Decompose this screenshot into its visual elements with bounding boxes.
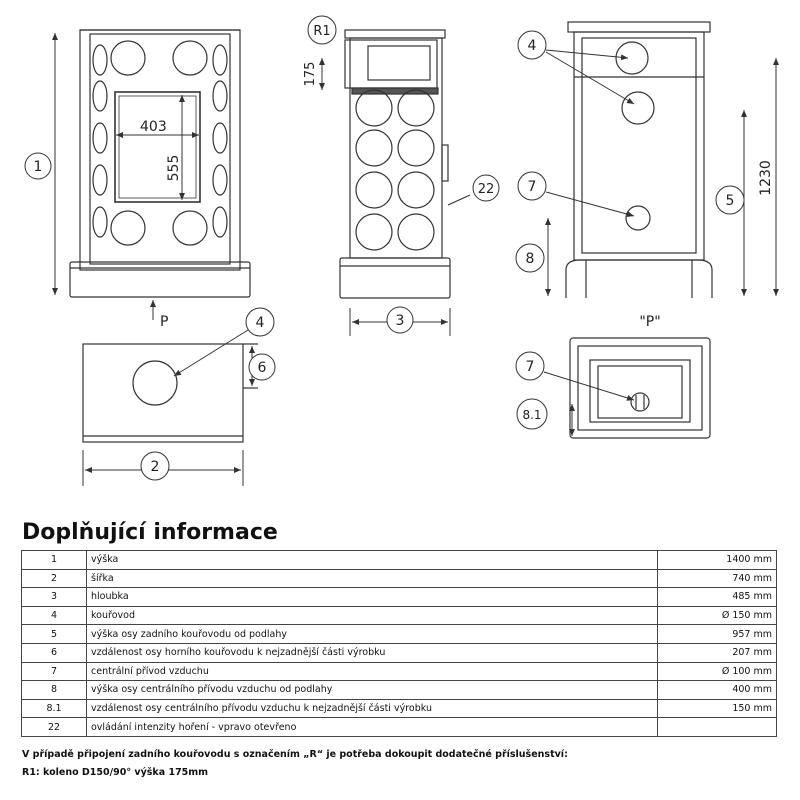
top-view: [83, 344, 258, 442]
row-description: výška osy zadního kouřovodu od podlahy: [87, 625, 658, 644]
table-row: [22, 662, 777, 681]
row-value: 207 mm: [658, 643, 777, 662]
row-value: Ø 150 mm: [658, 606, 777, 625]
label-8-1: 8.1: [522, 408, 542, 422]
row-description: výška osy centrálního přívodu vzduchu od podlahy: [87, 681, 658, 700]
label-5: 5: [725, 193, 735, 209]
row-description: centrální přívod vzduchu: [87, 662, 658, 681]
row-value: 957 mm: [658, 625, 777, 644]
row-value: Ø 100 mm: [658, 662, 777, 681]
front-view: [70, 30, 250, 297]
dim-175: 175: [303, 61, 318, 87]
row-description: šířka: [87, 569, 658, 588]
label-r1: R1: [313, 24, 331, 39]
row-value: 740 mm: [658, 569, 777, 588]
tile-circle: [398, 172, 434, 208]
note-r1: R1: koleno D150/90° výška 175mm: [22, 767, 209, 778]
table-row: [22, 625, 777, 644]
bottom-view: [570, 338, 710, 438]
label-2: 2: [150, 459, 160, 475]
dim-403: 403: [140, 119, 167, 135]
tile-circle: [398, 90, 434, 126]
table-row: [22, 643, 777, 662]
table-row: [22, 681, 777, 700]
tile-circle: [356, 172, 392, 208]
table-row: [22, 718, 777, 737]
section-title: Doplňující informace: [22, 520, 278, 545]
row-value: 485 mm: [658, 588, 777, 607]
row-number: 7: [22, 662, 87, 681]
row-number: 5: [22, 625, 87, 644]
tile-circle: [398, 130, 434, 166]
row-number: 6: [22, 643, 87, 662]
row-description: ovládání intenzity hoření - vpravo otevřeno: [87, 718, 658, 737]
row-value: 400 mm: [658, 681, 777, 700]
row-value: 150 mm: [658, 699, 777, 718]
row-number: 1: [22, 551, 87, 570]
arrow-p-label: P: [160, 314, 169, 330]
table-row: [22, 588, 777, 607]
row-description: hloubka: [87, 588, 658, 607]
note-accessory: V případě připojení zadního kouřovodu s označením „R“ je potřeba dokoupit dodatečné příslušenství:: [22, 749, 568, 760]
table-row: [22, 569, 777, 588]
spec-table: [21, 550, 777, 737]
table-row: [22, 606, 777, 625]
tile-circle: [398, 214, 434, 250]
rear-view: [566, 22, 712, 298]
dim-1230: 1230: [758, 160, 774, 196]
row-number: 8.1: [22, 699, 87, 718]
row-number: 3: [22, 588, 87, 607]
side-view: [340, 30, 470, 298]
tile-circle: [356, 90, 392, 126]
dim-555: 555: [166, 154, 182, 182]
row-number: 8: [22, 681, 87, 700]
row-value: [658, 718, 777, 737]
label-7-rear: 7: [527, 179, 537, 195]
row-description: výška: [87, 551, 658, 570]
label-7-bottom: 7: [525, 359, 535, 375]
label-4-top: 4: [255, 315, 265, 331]
table-row: [22, 551, 777, 570]
row-description: vzdálenost osy horního kouřovodu k nejzadnější části výrobku: [87, 643, 658, 662]
row-description: kouřovod: [87, 606, 658, 625]
label-6: 6: [257, 360, 267, 376]
label-8: 8: [525, 251, 535, 267]
row-description: vzdálenost osy centrálního přívodu vzduchu k nejzadnější části výrobku: [87, 699, 658, 718]
view-p-label: "P": [639, 314, 661, 330]
row-value: 1400 mm: [658, 551, 777, 570]
label-22: 22: [477, 182, 495, 197]
label-4-rear: 4: [527, 38, 537, 54]
row-number: 2: [22, 569, 87, 588]
label-1: 1: [33, 159, 43, 175]
table-row: [22, 699, 777, 718]
tile-circle: [356, 214, 392, 250]
label-3: 3: [395, 313, 405, 329]
row-number: 4: [22, 606, 87, 625]
row-number: 22: [22, 718, 87, 737]
tile-circle: [356, 130, 392, 166]
